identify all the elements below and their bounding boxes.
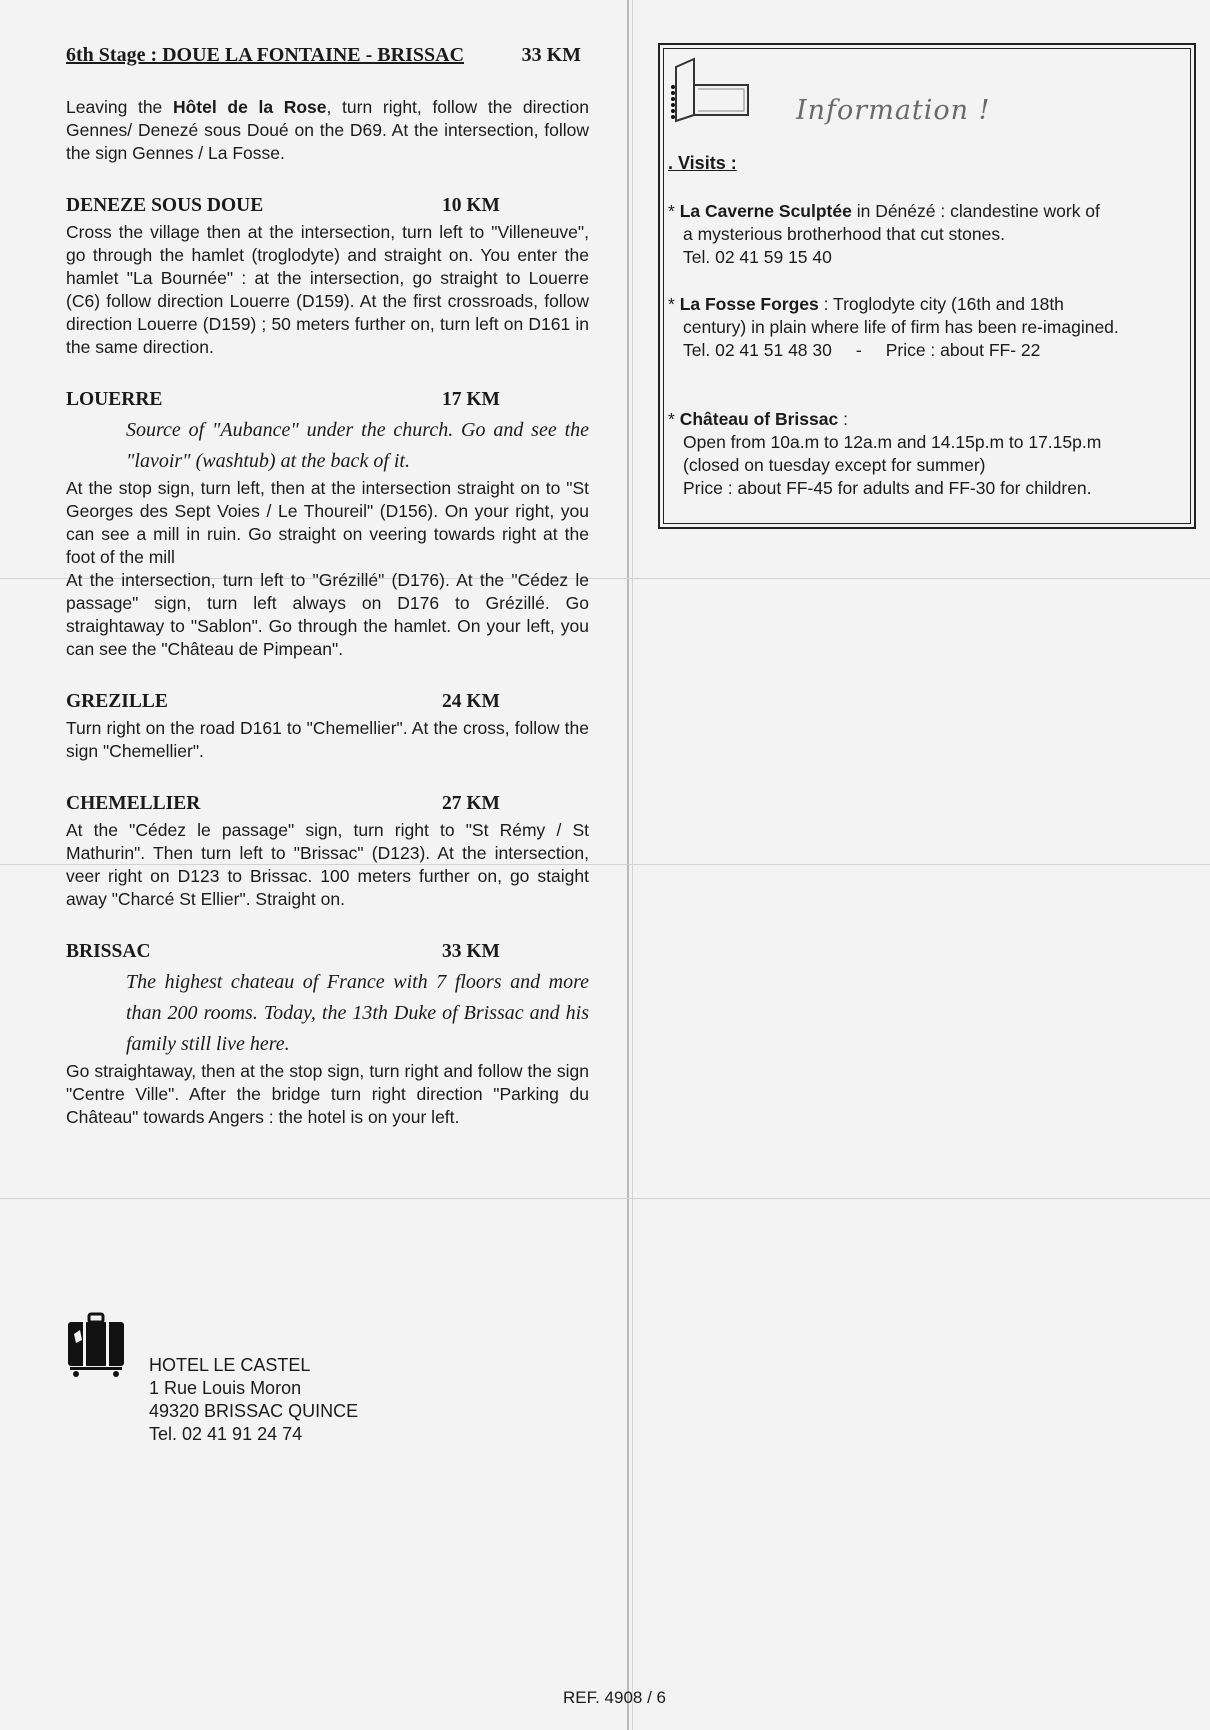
section-note: Source of "Aubance" under the church. Go and see the "lavoir" (washtub) at the back of it. [126, 419, 589, 472]
hotel-phone: Tel. 02 41 91 24 74 [149, 1424, 303, 1444]
visit-entry-chateau: * Château of Brissac : Open from 10a.m to 12a.m and 14.15p.m to 17.15p.m (closed on tuesday except for summer) Price : about FF-45 for adults and FF-30 for children. [668, 408, 1188, 500]
paper-fold-horizontal [0, 1198, 1210, 1199]
visit-entry-caverne: * La Caverne Sculptée in Dénézé : clandestine work of a mysterious brotherhood that cut stones. Tel. 02 41 59 15 40 [668, 200, 1188, 269]
information-box [658, 43, 1196, 529]
notebook-icon [668, 57, 752, 123]
section-text: At the intersection, turn left to "Grézillé" (D176). At the "Cédez le passage" sign, turn left always on D176 to Grézillé. Go straightaway to "Sablon". Go through the hamlet. On your left, you can see the "Château de Pimpean". [66, 570, 589, 659]
section-louerre [66, 389, 589, 661]
visits-heading: . Visits : [668, 153, 737, 173]
hotel-address [149, 1354, 358, 1446]
hotel-de-la-rose: Hôtel de la Rose [172, 97, 327, 117]
visit-phone: Tel. 02 41 51 48 30 [683, 340, 832, 360]
visit-price: Price : about FF-45 for adults and FF-30 for children. [683, 478, 1092, 498]
stage-intro: Leaving the Hôtel de la Rose, turn right, follow the direction Gennes/ Denezé sous Doué on the D69. At the intersection, follow the sign Gennes / La Fosse. [66, 97, 589, 163]
visit-name: La Fosse Forges [679, 294, 819, 314]
visit-price: Price : about FF- 22 [885, 340, 1041, 360]
suitcase-icon [66, 1312, 126, 1378]
section-text: Go straightaway, then at the stop sign, turn right and follow the sign "Centre Ville". After the bridge turn right direction "Parking du Château" towards Angers : the hotel is on your left. [66, 1061, 589, 1127]
stage-distance: 33 KM [521, 44, 581, 66]
hotel-city: 49320 BRISSAC QUINCE [149, 1401, 359, 1421]
paper-fold-vertical-shadow [632, 0, 633, 1730]
section-name: CHEMELLIER [66, 793, 201, 814]
section-distance: 33 KM [442, 941, 500, 962]
hotel-name: HOTEL LE CASTEL [149, 1355, 311, 1375]
paper-fold-vertical [627, 0, 629, 1730]
section-text: Turn right on the road D161 to "Chemellier". At the cross, follow the sign "Chemellier". [66, 718, 589, 761]
stage-title: 6th Stage : DOUE LA FONTAINE - BRISSAC [66, 44, 465, 66]
section-distance: 17 KM [442, 389, 500, 410]
section-distance: 10 KM [442, 195, 500, 216]
hotel-block [66, 1312, 358, 1446]
visit-phone: Tel. 02 41 59 15 40 [683, 247, 832, 267]
section-brissac [66, 941, 589, 1129]
section-text: Cross the village then at the intersection, turn left to "Villeneuve", go through the hamlet (troglodyte) and straight on. You enter the hamlet "La Bournée" : at the intersection, go straight to Louerre (C6) follow direction Louerre (D159). At the first crossroads, follow direction Louerre (D159) ; 50 meters further on, turn left on D161 in the same direction. [66, 222, 589, 357]
visit-hours: Open from 10a.m to 12a.m and 14.15p.m to 17.15p.m [683, 432, 1102, 452]
visit-entry-fosse: * La Fosse Forges : Troglodyte city (16th and 18th century) in plain where life of firm has been re-imagined. Tel. 02 41 51 48 30 - Price : about FF- 22 [668, 294, 1119, 360]
section-grezille [66, 691, 589, 763]
section-name: GREZILLE [66, 691, 168, 712]
section-name: DENEZE SOUS DOUE [66, 195, 264, 216]
visit-name: La Caverne Sculptée [679, 201, 852, 221]
information-title: Information ! [796, 95, 991, 126]
section-distance: 27 KM [442, 793, 500, 814]
section-text: At the stop sign, turn left, then at the intersection straight on to "St Georges des Sept Voies / Le Thoureil" (D156). On your right, you can see a mill in ruin. Go straight on veering towards right at the foot of the mill [66, 478, 589, 567]
visit-name: Château of Brissac [679, 409, 839, 429]
section-name: LOUERRE [66, 389, 163, 410]
section-text: At the "Cédez le passage" sign, turn right to "St Rémy / St Mathurin". Then turn left to "Brissac" (D123). At the intersection, veer right on D123 to Brissac. 100 meters further on, go staight away "Charcé St Ellier". Straight on. [66, 820, 589, 909]
route-column [66, 44, 589, 1129]
information-box-inner-border [663, 48, 1191, 524]
section-distance: 24 KM [442, 691, 500, 712]
hotel-street: 1 Rue Louis Moron [149, 1378, 302, 1398]
section-name: BRISSAC [66, 941, 151, 962]
section-chemellier [66, 793, 589, 911]
section-note: The highest chateau of France with 7 floors and more than 200 rooms. Today, the 13th Duke of Brissac and his family still live here. [126, 971, 589, 1055]
stage-header [66, 44, 589, 67]
section-deneze [66, 195, 589, 359]
reference-number: REF. 4908 / 6 [563, 1688, 667, 1707]
